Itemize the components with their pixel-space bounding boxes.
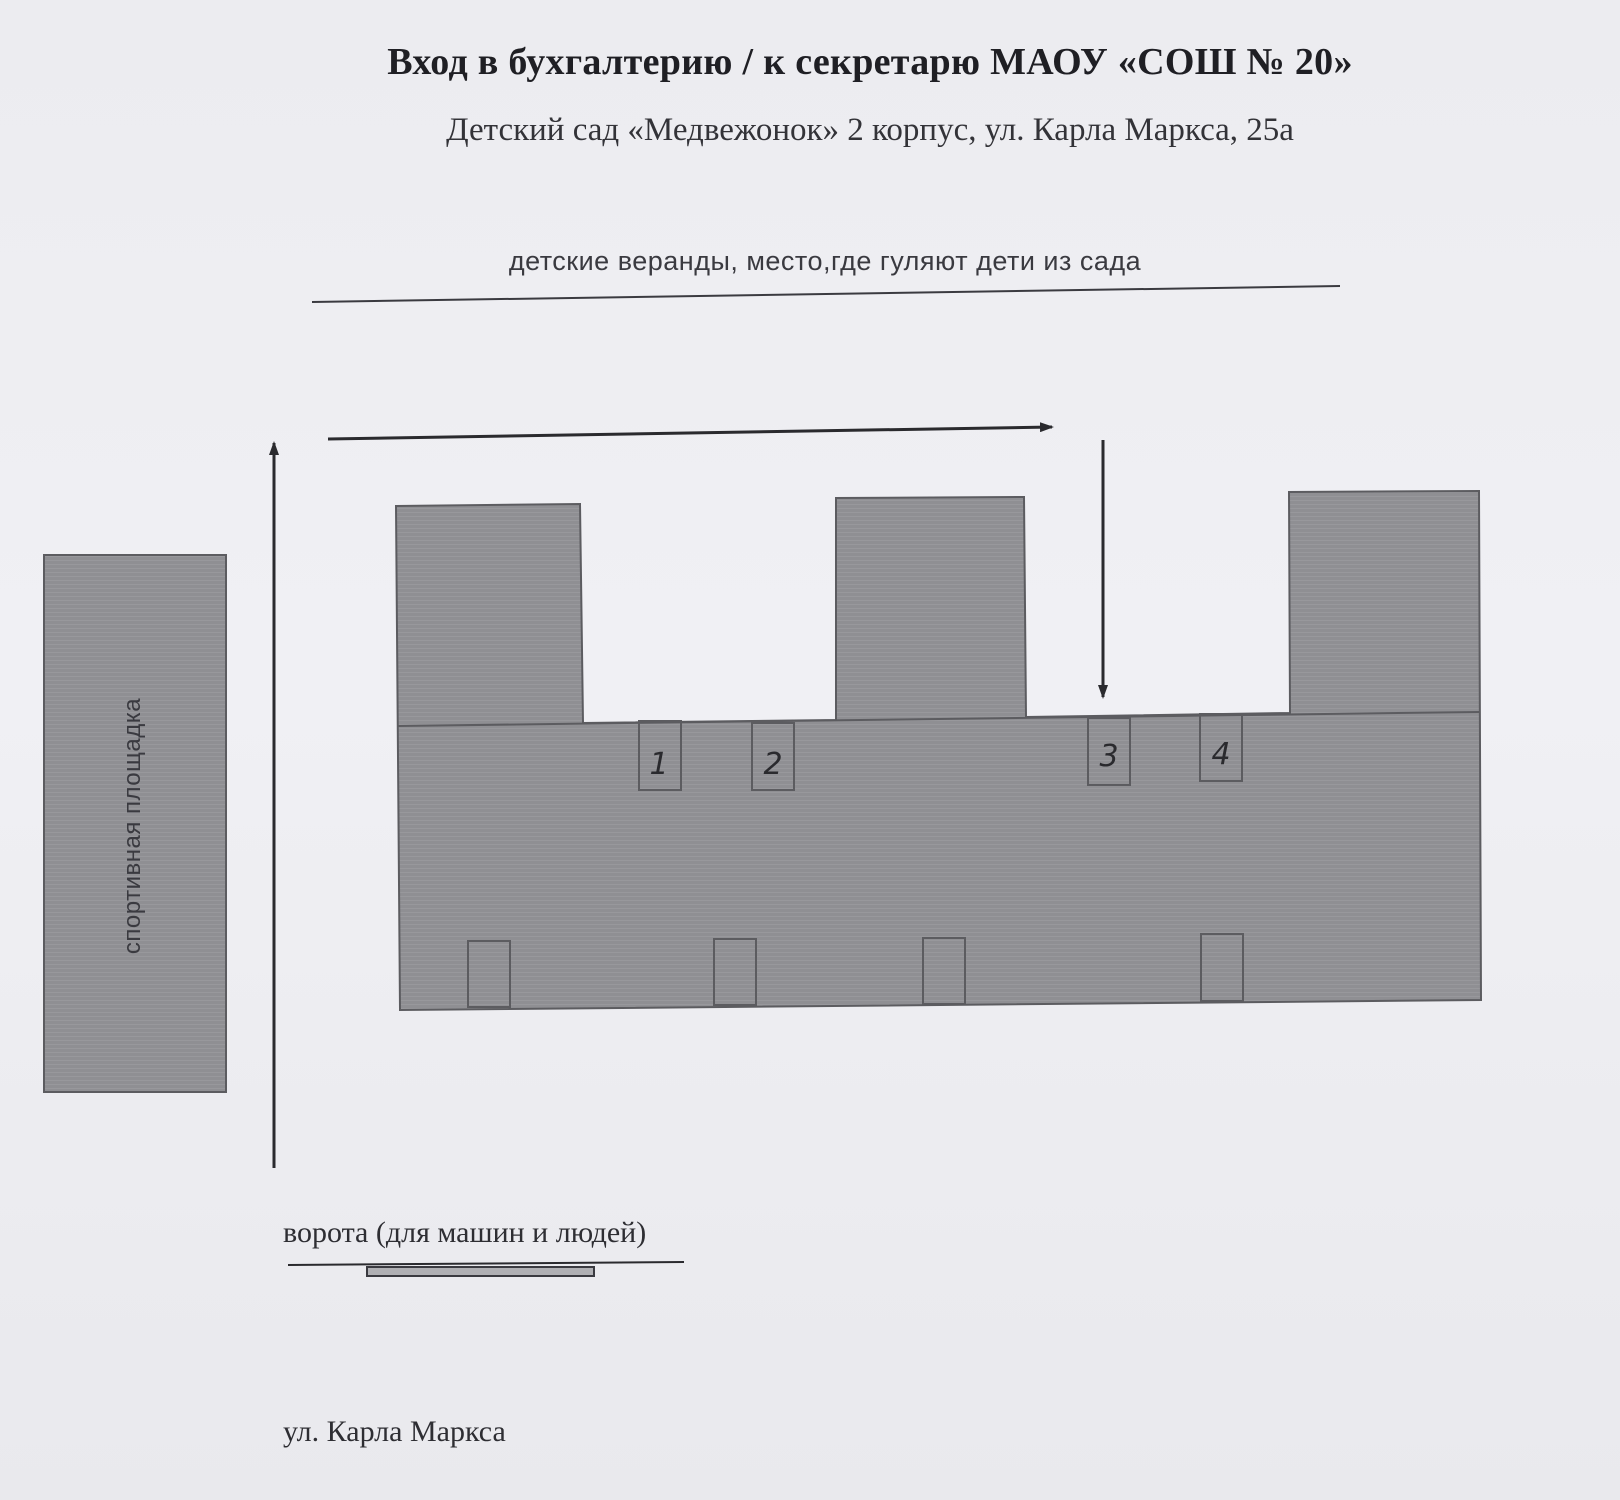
page-title: Вход в бухгалтерию / к секретарю МАОУ «СОШ № 20»	[387, 41, 1353, 83]
page-subtitle: Детский сад «Медвежонок» 2 корпус, ул. Карла Маркса, 25а	[446, 112, 1294, 148]
verandas-underline	[312, 286, 1340, 302]
route-arrow-right	[328, 427, 1052, 439]
kindergarten-building	[396, 491, 1481, 1010]
entrance-1-number: 1	[649, 747, 669, 782]
entrance-3-number: 3	[1099, 739, 1119, 774]
entrance-4-number: 4	[1211, 737, 1231, 772]
gate-label: ворота (для машин и людей)	[283, 1216, 647, 1249]
verandas-label: детские веранды, место,где гуляют дети из сада	[508, 246, 1142, 276]
street-label: ул. Карла Маркса	[283, 1415, 506, 1448]
gate	[367, 1267, 594, 1276]
entrance-2-number: 2	[763, 747, 783, 782]
sports-ground-label: спортивная площадка	[119, 697, 146, 955]
gate-underline	[288, 1262, 684, 1265]
